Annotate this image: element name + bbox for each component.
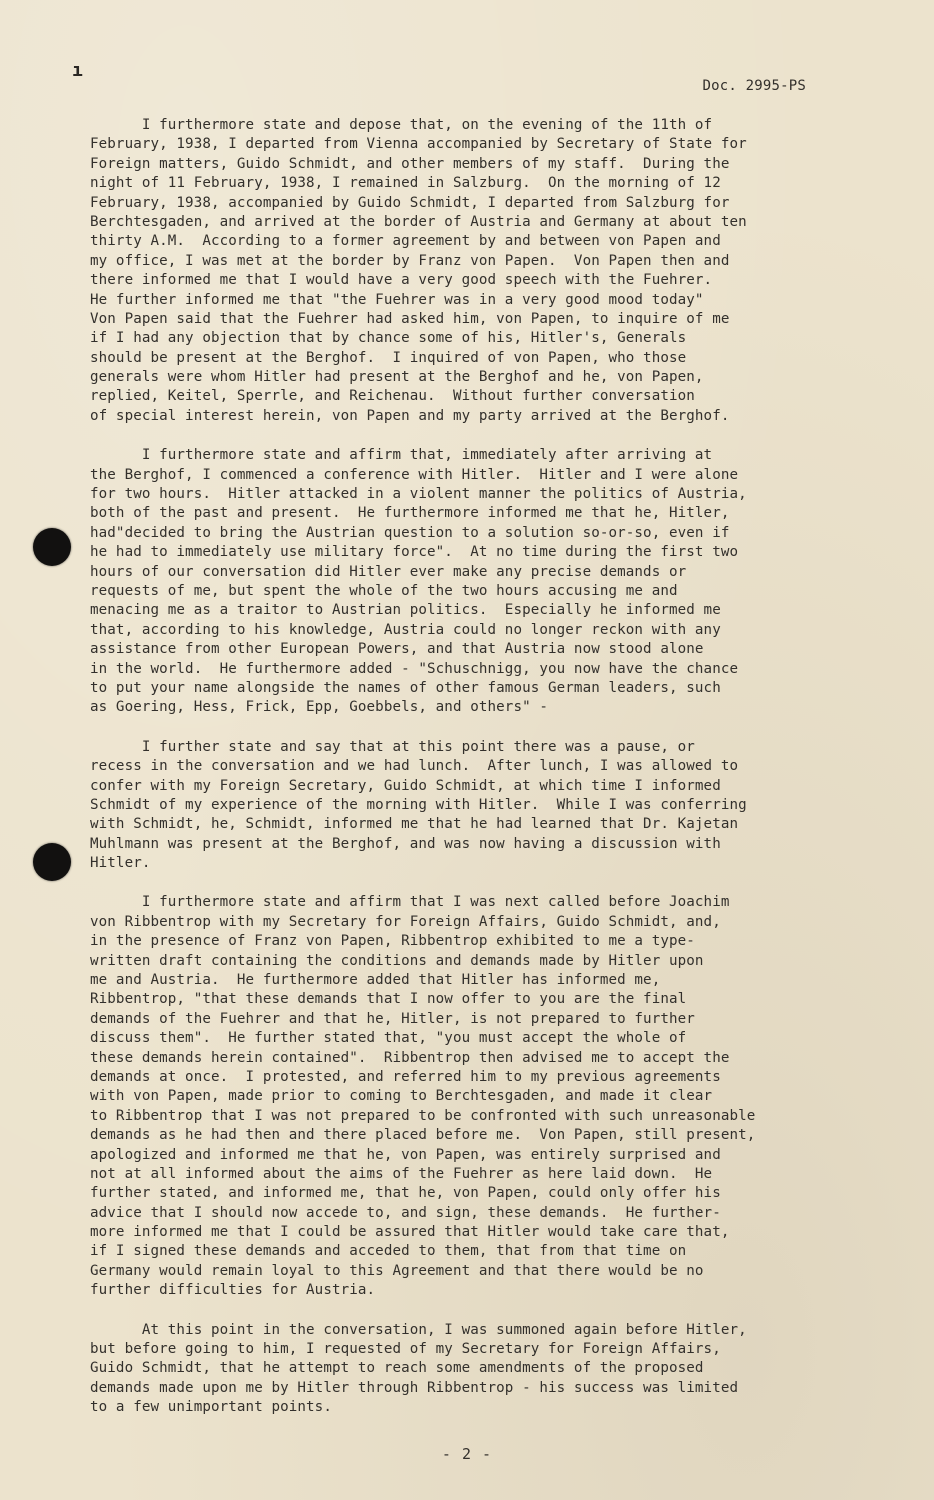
text-line: in the presence of Franz von Papen, Ribbentrop exhibited to me a type- — [90, 933, 695, 950]
text-line: if I signed these demands and acceded to them, that from that time on — [90, 1243, 687, 1260]
text-line: assistance from other European Powers, and that Austria now stood alone — [90, 641, 704, 658]
text-line: advice that I should now accede to, and sign, these demands. He further- — [90, 1204, 721, 1221]
text-line: more informed me that I could be assured that Hitler would take care that, — [90, 1224, 730, 1241]
text-line: in the world. He furthermore added - "Schuschnigg, you now have the chance — [90, 660, 739, 677]
text-line: demands of the Fuehrer and that he, Hitler, is not prepared to further — [90, 1010, 695, 1027]
text-line: He further informed me that "the Fuehrer was in a very good mood today" — [90, 291, 704, 308]
text-line: menacing me as a traitor to Austrian politics. Especially he informed me — [90, 602, 721, 619]
text-line: both of the past and present. He furthermore informed me that he, Hitler, — [90, 505, 730, 522]
text-line: requests of me, but spent the whole of the two hours accusing me and — [90, 582, 678, 599]
text-line: with von Papen, made prior to coming to Berchtesgaden, and made it clear — [90, 1088, 713, 1105]
text-line: Berchtesgaden, and arrived at the border of Austria and Germany at about ten — [90, 213, 747, 230]
text-line: Germany would remain loyal to this Agreement and that there would be no — [90, 1262, 704, 1279]
text-line: recess in the conversation and we had lunch. After lunch, I was allowed to — [90, 758, 739, 775]
text-line: I furthermore state and affirm that I was next called before Joachim — [90, 894, 730, 911]
text-line: I furthermore state and affirm that, immediately after arriving at — [90, 447, 713, 464]
text-line: of special interest herein, von Papen and my party arrived at the Berghof. — [90, 407, 730, 424]
text-line: von Ribbentrop with my Secretary for Foreign Affairs, Guido Schmidt, and, — [90, 913, 721, 930]
text-line: not at all informed about the aims of the Fuehrer as here laid down. He — [90, 1165, 713, 1182]
paragraph — [90, 446, 835, 717]
text-line: Hitler. — [90, 855, 151, 872]
text-line: Ribbentrop, "that these demands that I now offer to you are the final — [90, 991, 687, 1008]
text-line: there informed me that I would have a very good speech with the Fuehrer. — [90, 272, 713, 289]
text-line: discuss them". He further stated that, "you must accept the whole of — [90, 1030, 687, 1047]
text-line: but before going to him, I requested of my Secretary for Foreign Affairs, — [90, 1341, 721, 1358]
paragraph — [90, 1321, 835, 1418]
text-line: if I had any objection that by chance some of his, Hitler's, Generals — [90, 330, 687, 347]
text-line: thirty A.M. According to a former agreement by and between von Papen and — [90, 233, 721, 250]
text-line: these demands herein contained". Ribbentrop then advised me to accept the — [90, 1049, 730, 1066]
text-line: written draft containing the conditions and demands made by Hitler upon — [90, 952, 704, 969]
text-line: generals were whom Hitler had present at the Berghof and he, von Papen, — [90, 369, 704, 386]
text-line: demands made upon me by Hitler through Ribbentrop - his success was limited — [90, 1379, 739, 1396]
text-line: February, 1938, I departed from Vienna accompanied by Secretary of State for — [90, 136, 747, 153]
text-line: confer with my Foreign Secretary, Guido Schmidt, at which time I informed — [90, 777, 721, 794]
text-line: me and Austria. He furthermore added that Hitler has informed me, — [90, 972, 661, 989]
text-line: night of 11 February, 1938, I remained in Salzburg. On the morning of 12 — [90, 175, 721, 192]
text-line: had"decided to bring the Austrian question to a solution so-or-so, even if — [90, 524, 730, 541]
punch-hole — [33, 843, 71, 881]
text-line: demands as he had then and there placed before me. Von Papen, still present, — [90, 1127, 756, 1144]
text-line: Schmidt of my experience of the morning with Hitler. While I was conferring — [90, 796, 747, 813]
document-id: Doc. 2995-PS — [702, 78, 806, 94]
text-line: Muhlmann was present at the Berghof, and was now having a discussion with — [90, 835, 721, 852]
text-line: demands at once. I protested, and referred him to my previous agreements — [90, 1068, 721, 1085]
text-line: should be present at the Berghof. I inquired of von Papen, who those — [90, 349, 687, 366]
text-line: to a few unimportant points. — [90, 1399, 332, 1416]
text-line: At this point in the conversation, I was summoned again before Hitler, — [90, 1321, 747, 1338]
text-line: February, 1938, accompanied by Guido Schmidt, I departed from Salzburg for — [90, 194, 730, 211]
body-text — [90, 116, 835, 1438]
text-line: replied, Keitel, Sperrle, and Reichenau. Without further conversation — [90, 388, 695, 405]
text-line: further difficulties for Austria. — [90, 1282, 376, 1299]
paragraph — [90, 738, 835, 874]
margin-mark: ı — [72, 60, 83, 81]
paragraph — [90, 893, 835, 1300]
text-line: as Goering, Hess, Frick, Epp, Goebbels, and others" - — [90, 699, 549, 716]
text-line: Guido Schmidt, that he attempt to reach some amendments of the proposed — [90, 1360, 704, 1377]
text-line: the Berghof, I commenced a conference with Hitler. Hitler and I were alone — [90, 466, 739, 483]
text-line: that, according to his knowledge, Austria could no longer reckon with any — [90, 621, 721, 638]
text-line: I furthermore state and depose that, on the evening of the 11th of — [90, 117, 713, 133]
text-line: I further state and say that at this point there was a pause, or — [90, 738, 695, 755]
text-line: with Schmidt, he, Schmidt, informed me that he had learned that Dr. Kajetan — [90, 816, 739, 833]
paragraph — [90, 116, 835, 426]
text-line: he had to immediately use military force". At no time during the first two — [90, 544, 739, 561]
page-number: - 2 - — [441, 1445, 493, 1463]
text-line: further stated, and informed me, that he, von Papen, could only offer his — [90, 1185, 721, 1202]
text-line: to put your name alongside the names of other famous German leaders, such — [90, 679, 721, 696]
text-line: Von Papen said that the Fuehrer had asked him, von Papen, to inquire of me — [90, 310, 730, 327]
text-line: apologized and informed me that he, von Papen, was entirely surprised and — [90, 1146, 721, 1163]
text-line: for two hours. Hitler attacked in a violent manner the politics of Austria, — [90, 486, 747, 503]
text-line: hours of our conversation did Hitler ever make any precise demands or — [90, 563, 687, 580]
text-line: my office, I was met at the border by Franz von Papen. Von Papen then and — [90, 252, 730, 269]
text-line: Foreign matters, Guido Schmidt, and other members of my staff. During the — [90, 155, 730, 172]
text-line: to Ribbentrop that I was not prepared to be confronted with such unreasonable — [90, 1107, 756, 1124]
punch-hole — [33, 528, 71, 566]
